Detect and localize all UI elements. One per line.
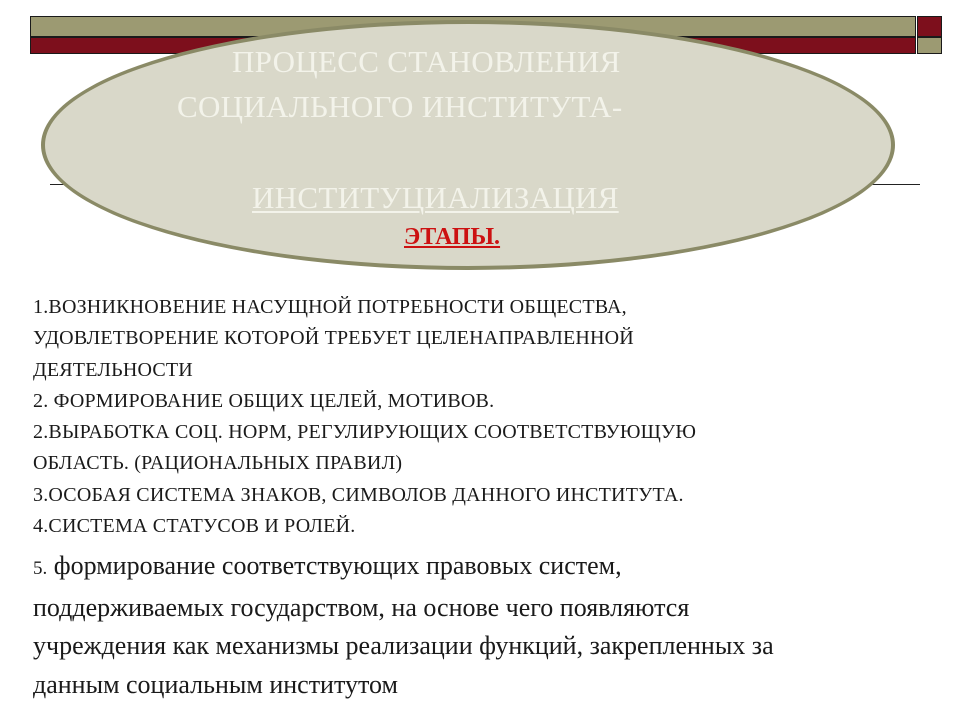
stage-1-line-1: 1.ВОЗНИКНОВЕНИЕ НАСУЩНОЙ ПОТРЕБНОСТИ ОБЩЕСТВА, — [33, 296, 627, 318]
title-line-2: СОЦИАЛЬНОГО ИНСТИТУТА- — [177, 89, 623, 124]
stages-list — [33, 292, 953, 704]
stage-5-line-1 — [33, 547, 953, 589]
divider-line-right — [870, 184, 920, 185]
stage-2b-line-2: ОБЛАСТЬ. (РАЦИОНАЛЬНЫХ ПРАВИЛ) — [33, 452, 403, 475]
stage-5 — [33, 547, 953, 704]
stage-3-line-1: 3.ОСОБАЯ СИСТЕМА ЗНАКОВ, СИМВОЛОВ ДАННОГО ИНСТИТУТА. — [33, 483, 684, 506]
corner-square-red — [917, 16, 942, 37]
stage-2-line-1: 2. ФОРМИРОВАНИЕ ОБЩИХ ЦЕЛЕЙ, МОТИВОВ. — [33, 389, 495, 412]
stage-5-line-4: данным социальным институтом — [33, 669, 398, 699]
stages-heading: ЭТАПЫ. — [404, 224, 501, 250]
corner-square-olive — [917, 37, 942, 54]
title-line-1: ПРОЦЕСС СТАНОВЛЕНИЯ — [232, 44, 621, 79]
stage-5-line-2: поддерживаемых государством, на основе чего появляются — [33, 592, 690, 622]
stage-2b-line-1: 2.ВЫРАБОТКА СОЦ. НОРМ, РЕГУЛИРУЮЩИХ СООТВЕТСТВУЮЩУЮ — [33, 421, 697, 444]
stage-4-line-1: 4.СИСТЕМА СТАТУСОВ И РОЛЕЙ. — [33, 515, 356, 538]
stage-5-text-1: формирование соответствующих правовых систем, — [47, 551, 622, 581]
title-line-3: ИНСТИТУЦИАЛИЗАЦИЯ — [252, 180, 619, 215]
stage-1-line-3: ДЕЯТЕЛЬНОСТИ — [33, 358, 193, 381]
stage-5-line-3: учреждения как механизмы реализации функций, закрепленных за — [33, 631, 774, 661]
stage-5-number: 5. — [33, 558, 48, 580]
stage-1-line-2: УДОВЛЕТВОРЕНИЕ КОТОРОЙ ТРЕБУЕТ ЦЕЛЕНАПРАВЛЕННОЙ — [33, 327, 634, 350]
